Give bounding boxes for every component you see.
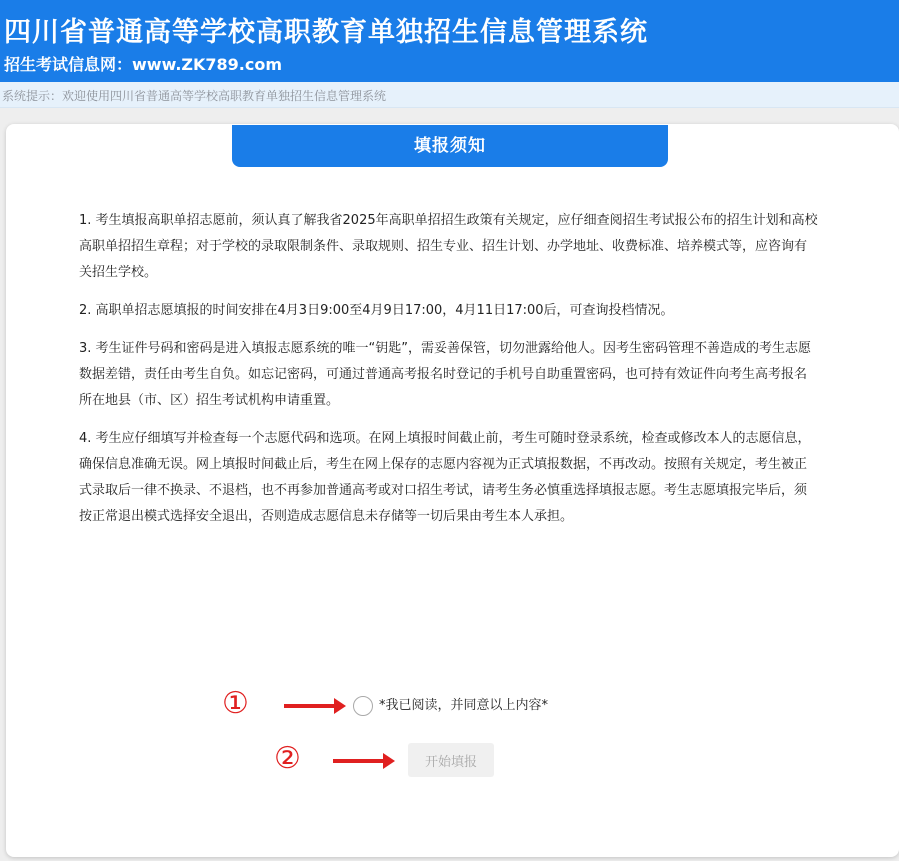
instruction-paragraph-3: 3. 考生证件号码和密码是进入填报志愿系统的唯一“钥匙”，需妥善保管，切勿泄露给他人。因考生密码管理不善造成的考生志愿数据差错，责任由考生自负。如忘记密码，可通过普通高考报名时登记的手机号自助重置密码，也可持有效证件向考生高考报名所在地县（市、区）招生考试机构申请重置。 (79, 341, 812, 408)
card-title: 填报须知 (232, 125, 668, 167)
app-header (0, 0, 899, 82)
instruction-paragraph-4: 4. 考生应仔细填写并检查每一个志愿代码和选项。在网上填报时间截止前，考生可随时登录系统，检查或修改本人的志愿信息，确保信息准确无误。网上填报时间截止后，考生在网上保存的志愿内容视为正式填报数据，不再改动。按照有关规定，考生被正式录取后一律不换录、不退档，也不再参加普通高考或对口招生考试，请考生务必慎重选择填报志愿。考生志愿填报完毕后，须按正常退出模式选择安全退出，否则造成志愿信息未存储等一切后果由考生本人承担。 (79, 431, 811, 524)
agree-label: *我已阅读，并同意以上内容* (379, 698, 549, 713)
system-notice-bar (0, 82, 899, 108)
annotation-circled-1: ① (222, 686, 249, 721)
agree-radio[interactable] (353, 696, 373, 716)
annotation-arrow-1-icon (284, 704, 338, 708)
site-subtitle: 招生考试信息网：www.ZK789.com (4, 55, 283, 74)
annotation-arrow-2-icon (333, 759, 387, 763)
system-notice-text: 系统提示：欢迎使用四川省普通高等学校高职教育单独招生信息管理系统 (2, 89, 387, 103)
instruction-paragraph-2: 2. 高职单招志愿填报的时间安排在4月3日9:00至4月9日17:00，4月11日17:00后，可查询投档情况。 (79, 303, 674, 318)
annotation-circled-2: ② (274, 741, 301, 776)
instructions-content (79, 208, 819, 542)
start-filling-button[interactable]: 开始填报 (408, 743, 494, 777)
instruction-paragraph-1: 1. 考生填报高职单招志愿前，须认真了解我省2025年高职单招招生政策有关规定，应仔细查阅招生考试报公布的招生计划和高校高职单招招生章程；对于学校的录取限制条件、录取规则、招生专业、招生计划、办学地址、收费标准、培养模式等，应咨询有关招生学校。 (79, 213, 818, 280)
app-title: 四川省普通高等学校高职教育单独招生信息管理系统 (4, 17, 648, 48)
instructions-card (6, 124, 899, 857)
